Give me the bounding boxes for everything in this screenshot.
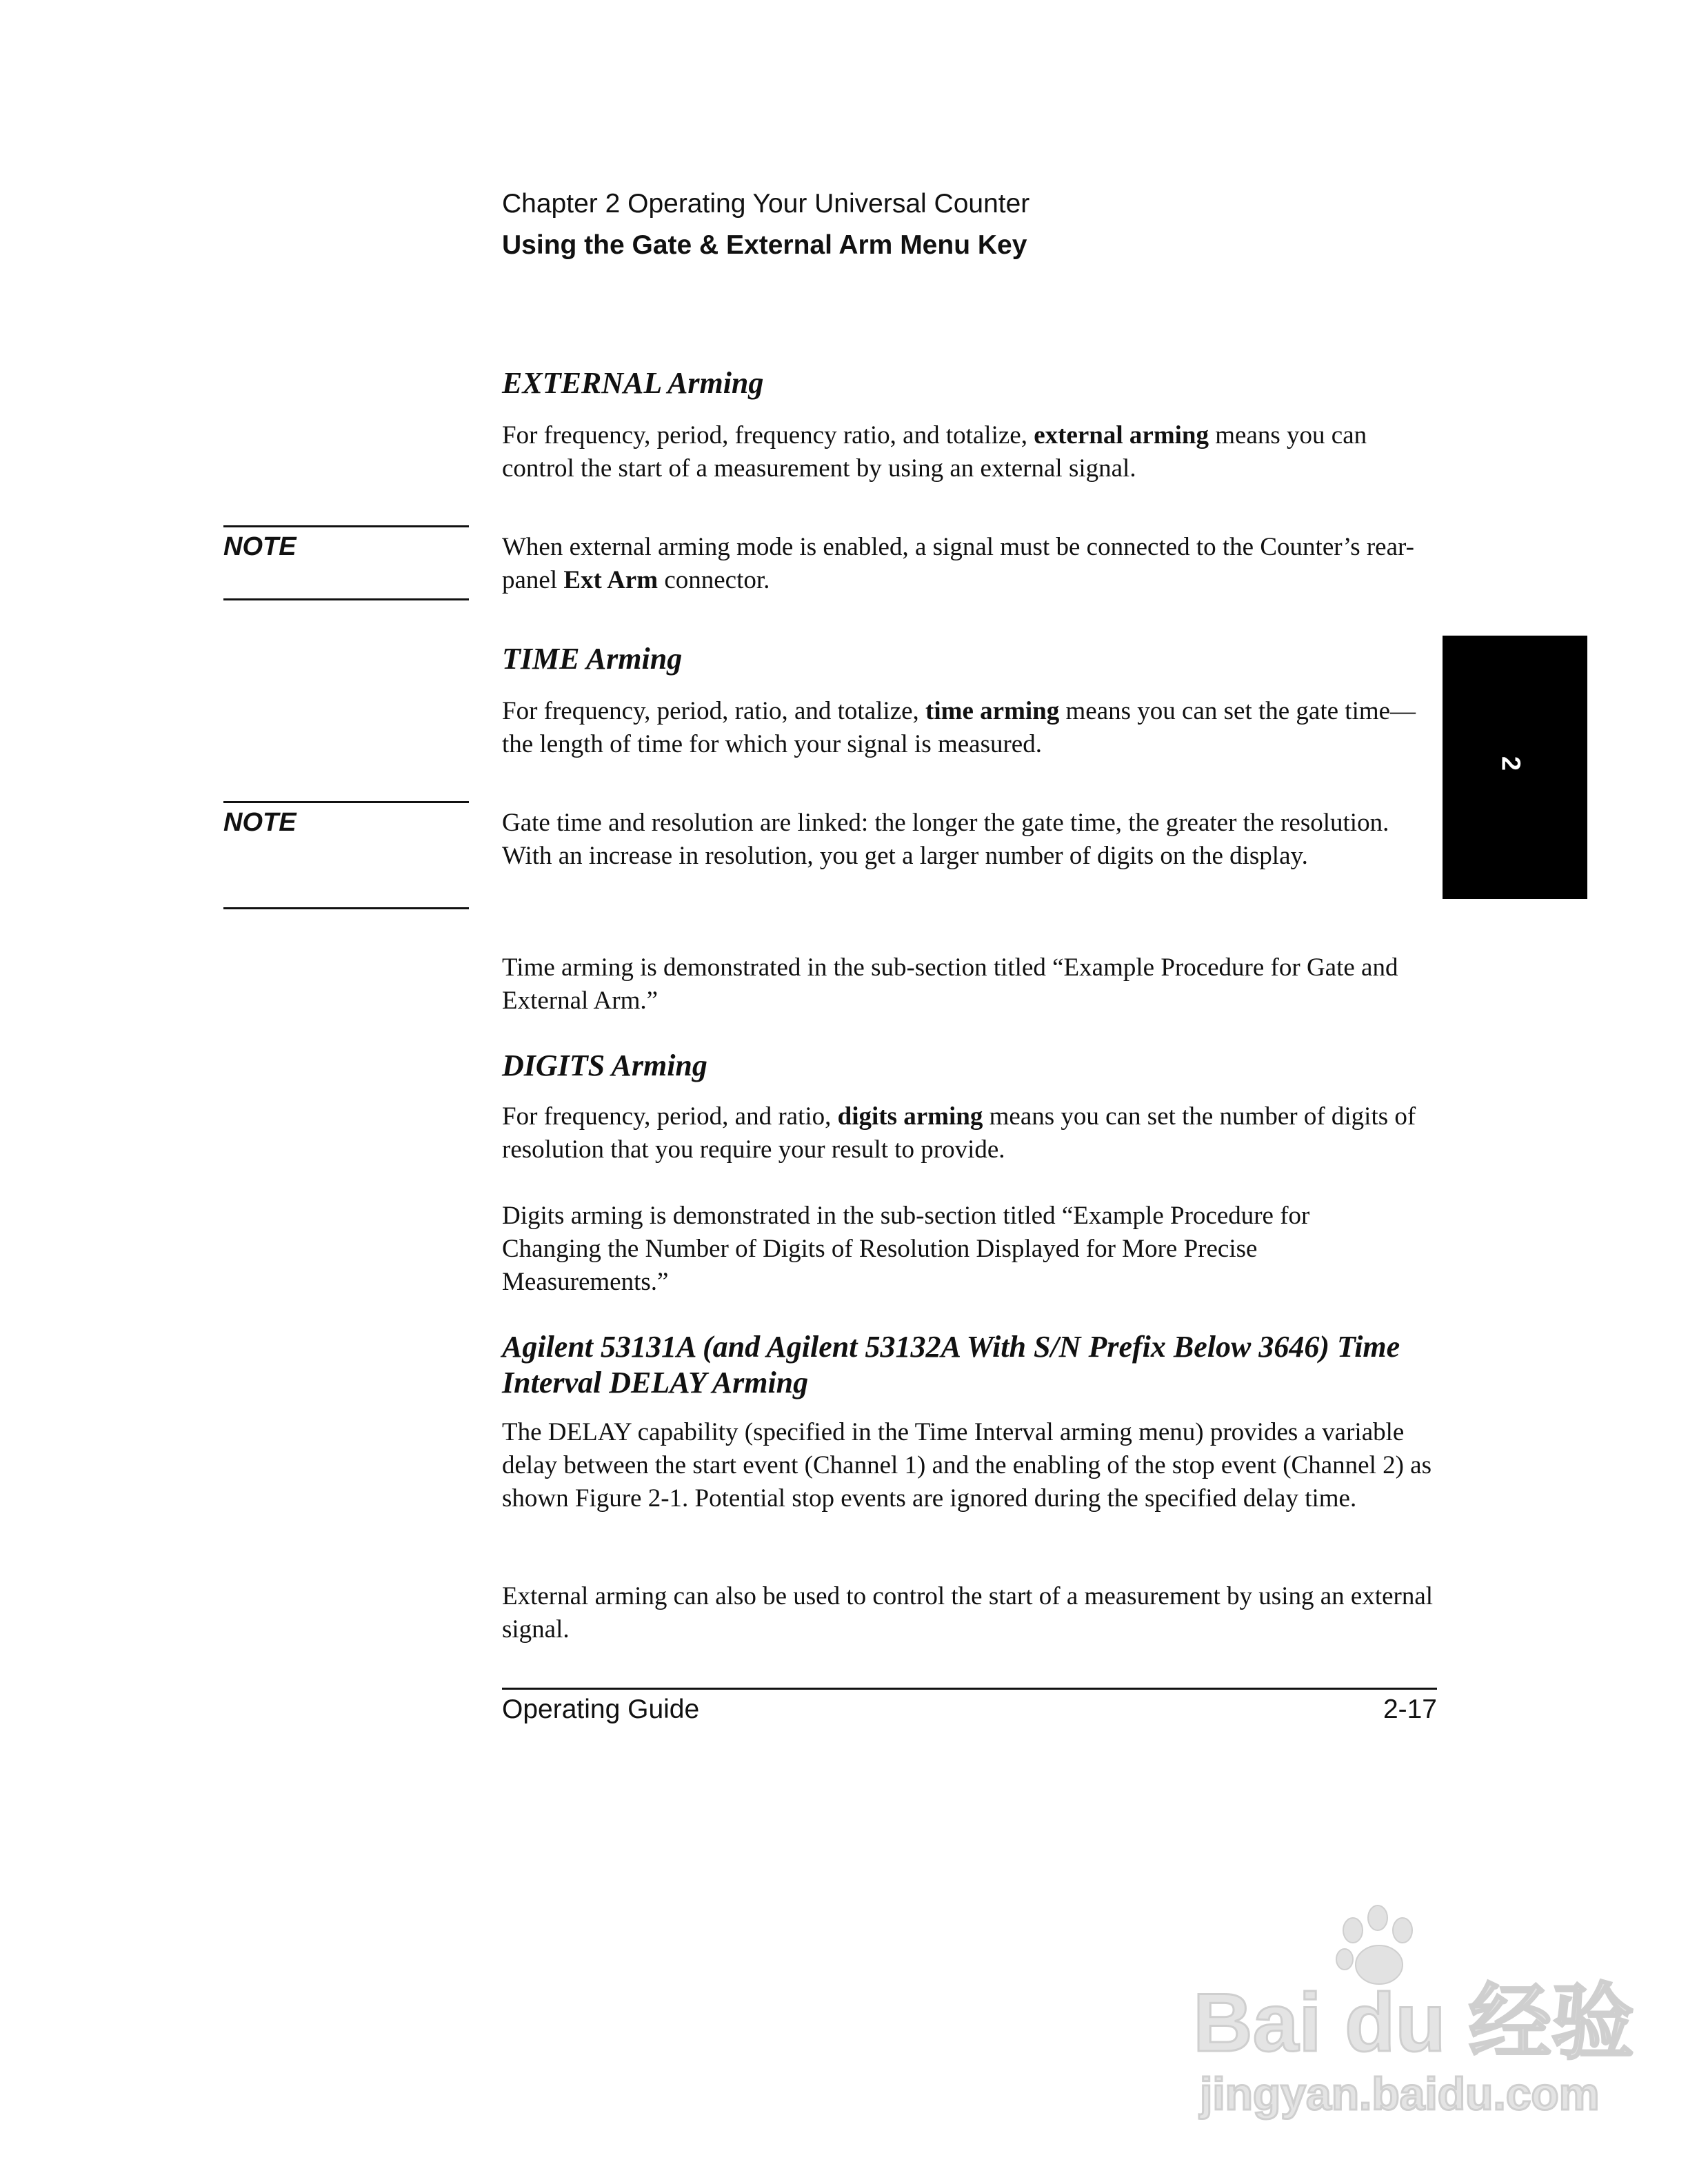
note-label: NOTE (223, 808, 297, 837)
delay-arming-paragraph: The DELAY capability (specified in the Time Interval arming menu) provides a variable delay between the start event (Channel 1) and the enabling of the stop event (Channel 2) as shown Figure 2-1. Potential stop events are ignored during the specified delay time. (502, 1418, 1431, 1513)
paw-icon (1336, 1905, 1412, 1984)
note-text (502, 531, 1440, 597)
footer-title: Operating Guide (502, 1695, 700, 1724)
bold-term: Ext Arm (563, 566, 659, 594)
text: connector. (658, 566, 770, 594)
text: For frequency, period, and ratio, (502, 1102, 838, 1131)
text: For frequency, period, ratio, and totalize, (502, 697, 926, 725)
baidu-watermark-logo (1172, 1903, 1635, 2123)
text: For frequency, period, frequency ratio, and totalize, (502, 421, 1034, 449)
note-top-rule (223, 801, 469, 803)
section-header: Using the Gate & External Arm Menu Key (502, 230, 1027, 260)
text: When external arming mode is enabled, a signal must be connected to the Counter’s rear-panel (502, 533, 1414, 594)
bold-term: external arming (1034, 421, 1209, 449)
watermark-logo-text: Bai du 经验 (1193, 1976, 1635, 2069)
heading-digits-arming: DIGITS Arming (502, 1049, 707, 1082)
chapter-header: Chapter 2 Operating Your Universal Counter (502, 189, 1030, 219)
chapter-tab-number: 2 (1496, 756, 1525, 771)
external-arming-paragraph-2: External arming can also be used to control the start of a measurement by using an external signal. (502, 1582, 1434, 1644)
digits-arming-demo-paragraph: Digits arming is demonstrated in the sub-section titled “Example Procedure for Changing the Number of Digits of Resolution Displayed for More Precise Measurements.” (502, 1202, 1310, 1296)
footer-rule (502, 1688, 1437, 1690)
watermark-url: jingyan.baidu.com (1200, 2068, 1600, 2119)
digits-arming-paragraph (502, 1100, 1440, 1166)
text: means you can set the gate time—the length of time for which your signal is measured. (502, 697, 1416, 758)
text: means you can control the start of a measurement by using an external signal. (502, 421, 1367, 483)
time-arming-paragraph (502, 695, 1440, 761)
heading-external-arming: EXTERNAL Arming (502, 366, 764, 400)
note-bottom-rule (223, 907, 469, 909)
bold-term: time arming (925, 697, 1060, 725)
note-label: NOTE (223, 532, 297, 561)
bold-term: digits arming (837, 1102, 983, 1131)
heading-delay-arming: Agilent 53131A (and Agilent 53132A With S/N Prefix Below 3646) Time Interval DELAY Arming (502, 1330, 1400, 1399)
external-arming-paragraph (502, 419, 1440, 485)
note-bottom-rule (223, 598, 469, 600)
heading-time-arming: TIME Arming (502, 642, 683, 676)
text: means you can set the number of digits of resolution that you require your result to provide. (502, 1102, 1416, 1164)
note-top-rule (223, 525, 469, 527)
note-text: Gate time and resolution are linked: the longer the gate time, the greater the resolution. With an increase in resolution, you get a larger number of digits on the display. (502, 809, 1389, 870)
page-number: 2-17 (1383, 1695, 1437, 1724)
time-arming-demo-paragraph: Time arming is demonstrated in the sub-section titled “Example Procedure for Gate and External Arm.” (502, 953, 1398, 1015)
